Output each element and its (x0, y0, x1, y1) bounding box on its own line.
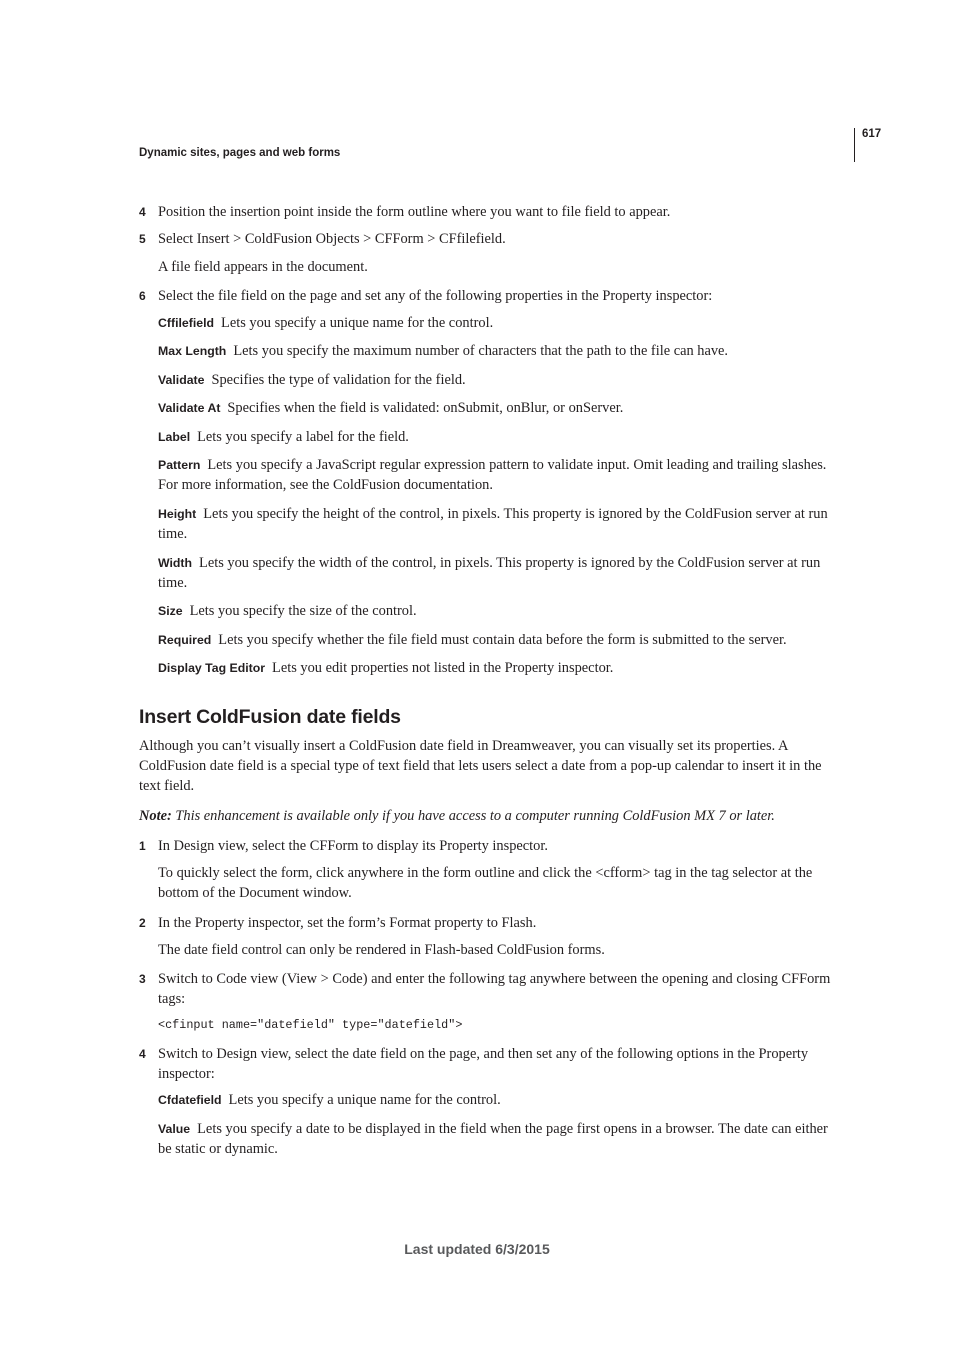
header-divider (854, 128, 855, 162)
step-text-cont: inspector: (158, 1066, 215, 1082)
property-term: Validate (158, 373, 205, 387)
step-text: In Design view, select the CFForm to display its Property inspector. (158, 838, 548, 854)
step-detail: The date field control can only be rendered in Flash-based ColdFusion forms. (158, 942, 605, 958)
property-description: Lets you specify a date to be displayed in the field when the page first opens in a browser. The date can either (197, 1121, 828, 1137)
step-text: Position the insertion point inside the form outline where you want to file field to appear. (158, 204, 671, 220)
code-sample: <cfinput name="datefield" type="datefield"> (158, 1018, 463, 1032)
property-term: Value (158, 1122, 191, 1136)
property-pattern (158, 455, 826, 475)
property-term: Cfdatefield (158, 1093, 222, 1107)
step-number: 1 (139, 839, 146, 853)
property-description: Lets you specify a unique name for the control. (221, 315, 494, 331)
property-size (158, 601, 417, 621)
property-value (158, 1119, 828, 1139)
step-text: Select the file field on the page and set any of the following properties in the Property inspector: (158, 288, 713, 304)
step-number: 6 (139, 289, 146, 303)
property-description: Lets you specify the maximum number of characters that the path to the file can have. (233, 343, 729, 359)
property-description: Lets you specify a label for the field. (197, 429, 409, 445)
step-text: Switch to Design view, select the date field on the page, and then set any of the following options in the Property (158, 1046, 809, 1062)
property-description: Lets you specify whether the file field must contain data before the form is submitted to the server. (218, 632, 787, 648)
note-text: This enhancement is available only if you have access to a computer running ColdFusion MX 7 or later. (175, 808, 775, 824)
section-heading: Insert ColdFusion date fields (139, 706, 401, 728)
step-number: 3 (139, 972, 146, 986)
step-number: 4 (139, 1047, 146, 1061)
step-text-cont: tags: (158, 991, 186, 1007)
intro-paragraph: Although you can’t visually insert a ColdFusion date field in Dreamweaver, you can visually set its properties. A (139, 738, 789, 754)
property-cffilefield (158, 313, 493, 333)
property-description: Specifies the type of validation for the field. (211, 372, 466, 388)
property-description: Lets you specify a JavaScript regular expression pattern to validate input. Omit leading and trailing slashes. (207, 457, 827, 473)
property-cfdatefield (158, 1090, 501, 1110)
step-number: 5 (139, 232, 146, 246)
property-label (158, 427, 409, 447)
step-text: Switch to Code view (View > Code) and enter the following tag anywhere between the opening and closing CFForm (158, 971, 831, 987)
property-display-tag-editor (158, 658, 613, 678)
property-description: Specifies when the field is validated: onSubmit, onBlur, or onServer. (227, 400, 624, 416)
property-term: Label (158, 430, 191, 444)
property-description-cont: time. (158, 526, 188, 542)
property-term: Size (158, 604, 183, 618)
running-header: Dynamic sites, pages and web forms (139, 147, 341, 159)
step-detail: To quickly select the form, click anywhere in the form outline and click the <cfform> tag in the tag selector at the (158, 865, 813, 881)
property-description: Lets you specify the size of the control. (189, 603, 417, 619)
property-term: Pattern (158, 458, 201, 472)
step-text: In the Property inspector, set the form’s Format property to Flash. (158, 915, 537, 931)
step-detail: bottom of the Document window. (158, 885, 352, 901)
property-description: Lets you specify the height of the control, in pixels. This property is ignored by the ColdFusion server at run (203, 506, 828, 522)
property-width (158, 553, 820, 573)
step-number: 4 (139, 205, 146, 219)
property-term: Max Length (158, 344, 227, 358)
property-description-cont: time. (158, 575, 188, 591)
step-result: A file field appears in the document. (158, 259, 368, 275)
footer-last-updated: Last updated 6/3/2015 (404, 1241, 550, 1257)
property-validate-at (158, 398, 623, 418)
property-term: Cffilefield (158, 316, 215, 330)
note (139, 806, 775, 826)
property-term: Height (158, 507, 197, 521)
property-term: Width (158, 556, 193, 570)
property-max-length (158, 341, 728, 361)
property-height (158, 504, 828, 524)
intro-paragraph: text field. (139, 778, 195, 794)
step-text: Select Insert > ColdFusion Objects > CFForm > CFfilefield. (158, 231, 506, 247)
property-description: Lets you specify the width of the control, in pixels. This property is ignored by the ColdFusion server at run (199, 555, 821, 571)
page-number: 617 (862, 128, 882, 140)
property-description-cont: For more information, see the ColdFusion documentation. (158, 477, 493, 493)
property-term: Display Tag Editor (158, 661, 266, 675)
intro-paragraph: ColdFusion date field is a special type of text field that lets users select a date from a pop-up calendar to insert it in the (139, 758, 822, 774)
property-validate (158, 370, 466, 390)
step-number: 2 (139, 916, 146, 930)
note-label: Note: (139, 808, 172, 824)
property-description: Lets you edit properties not listed in the Property inspector. (272, 660, 614, 676)
property-term: Required (158, 633, 212, 647)
property-description-cont: be static or dynamic. (158, 1141, 278, 1157)
property-description: Lets you specify a unique name for the control. (228, 1092, 501, 1108)
property-required (158, 630, 787, 650)
property-term: Validate At (158, 401, 221, 415)
